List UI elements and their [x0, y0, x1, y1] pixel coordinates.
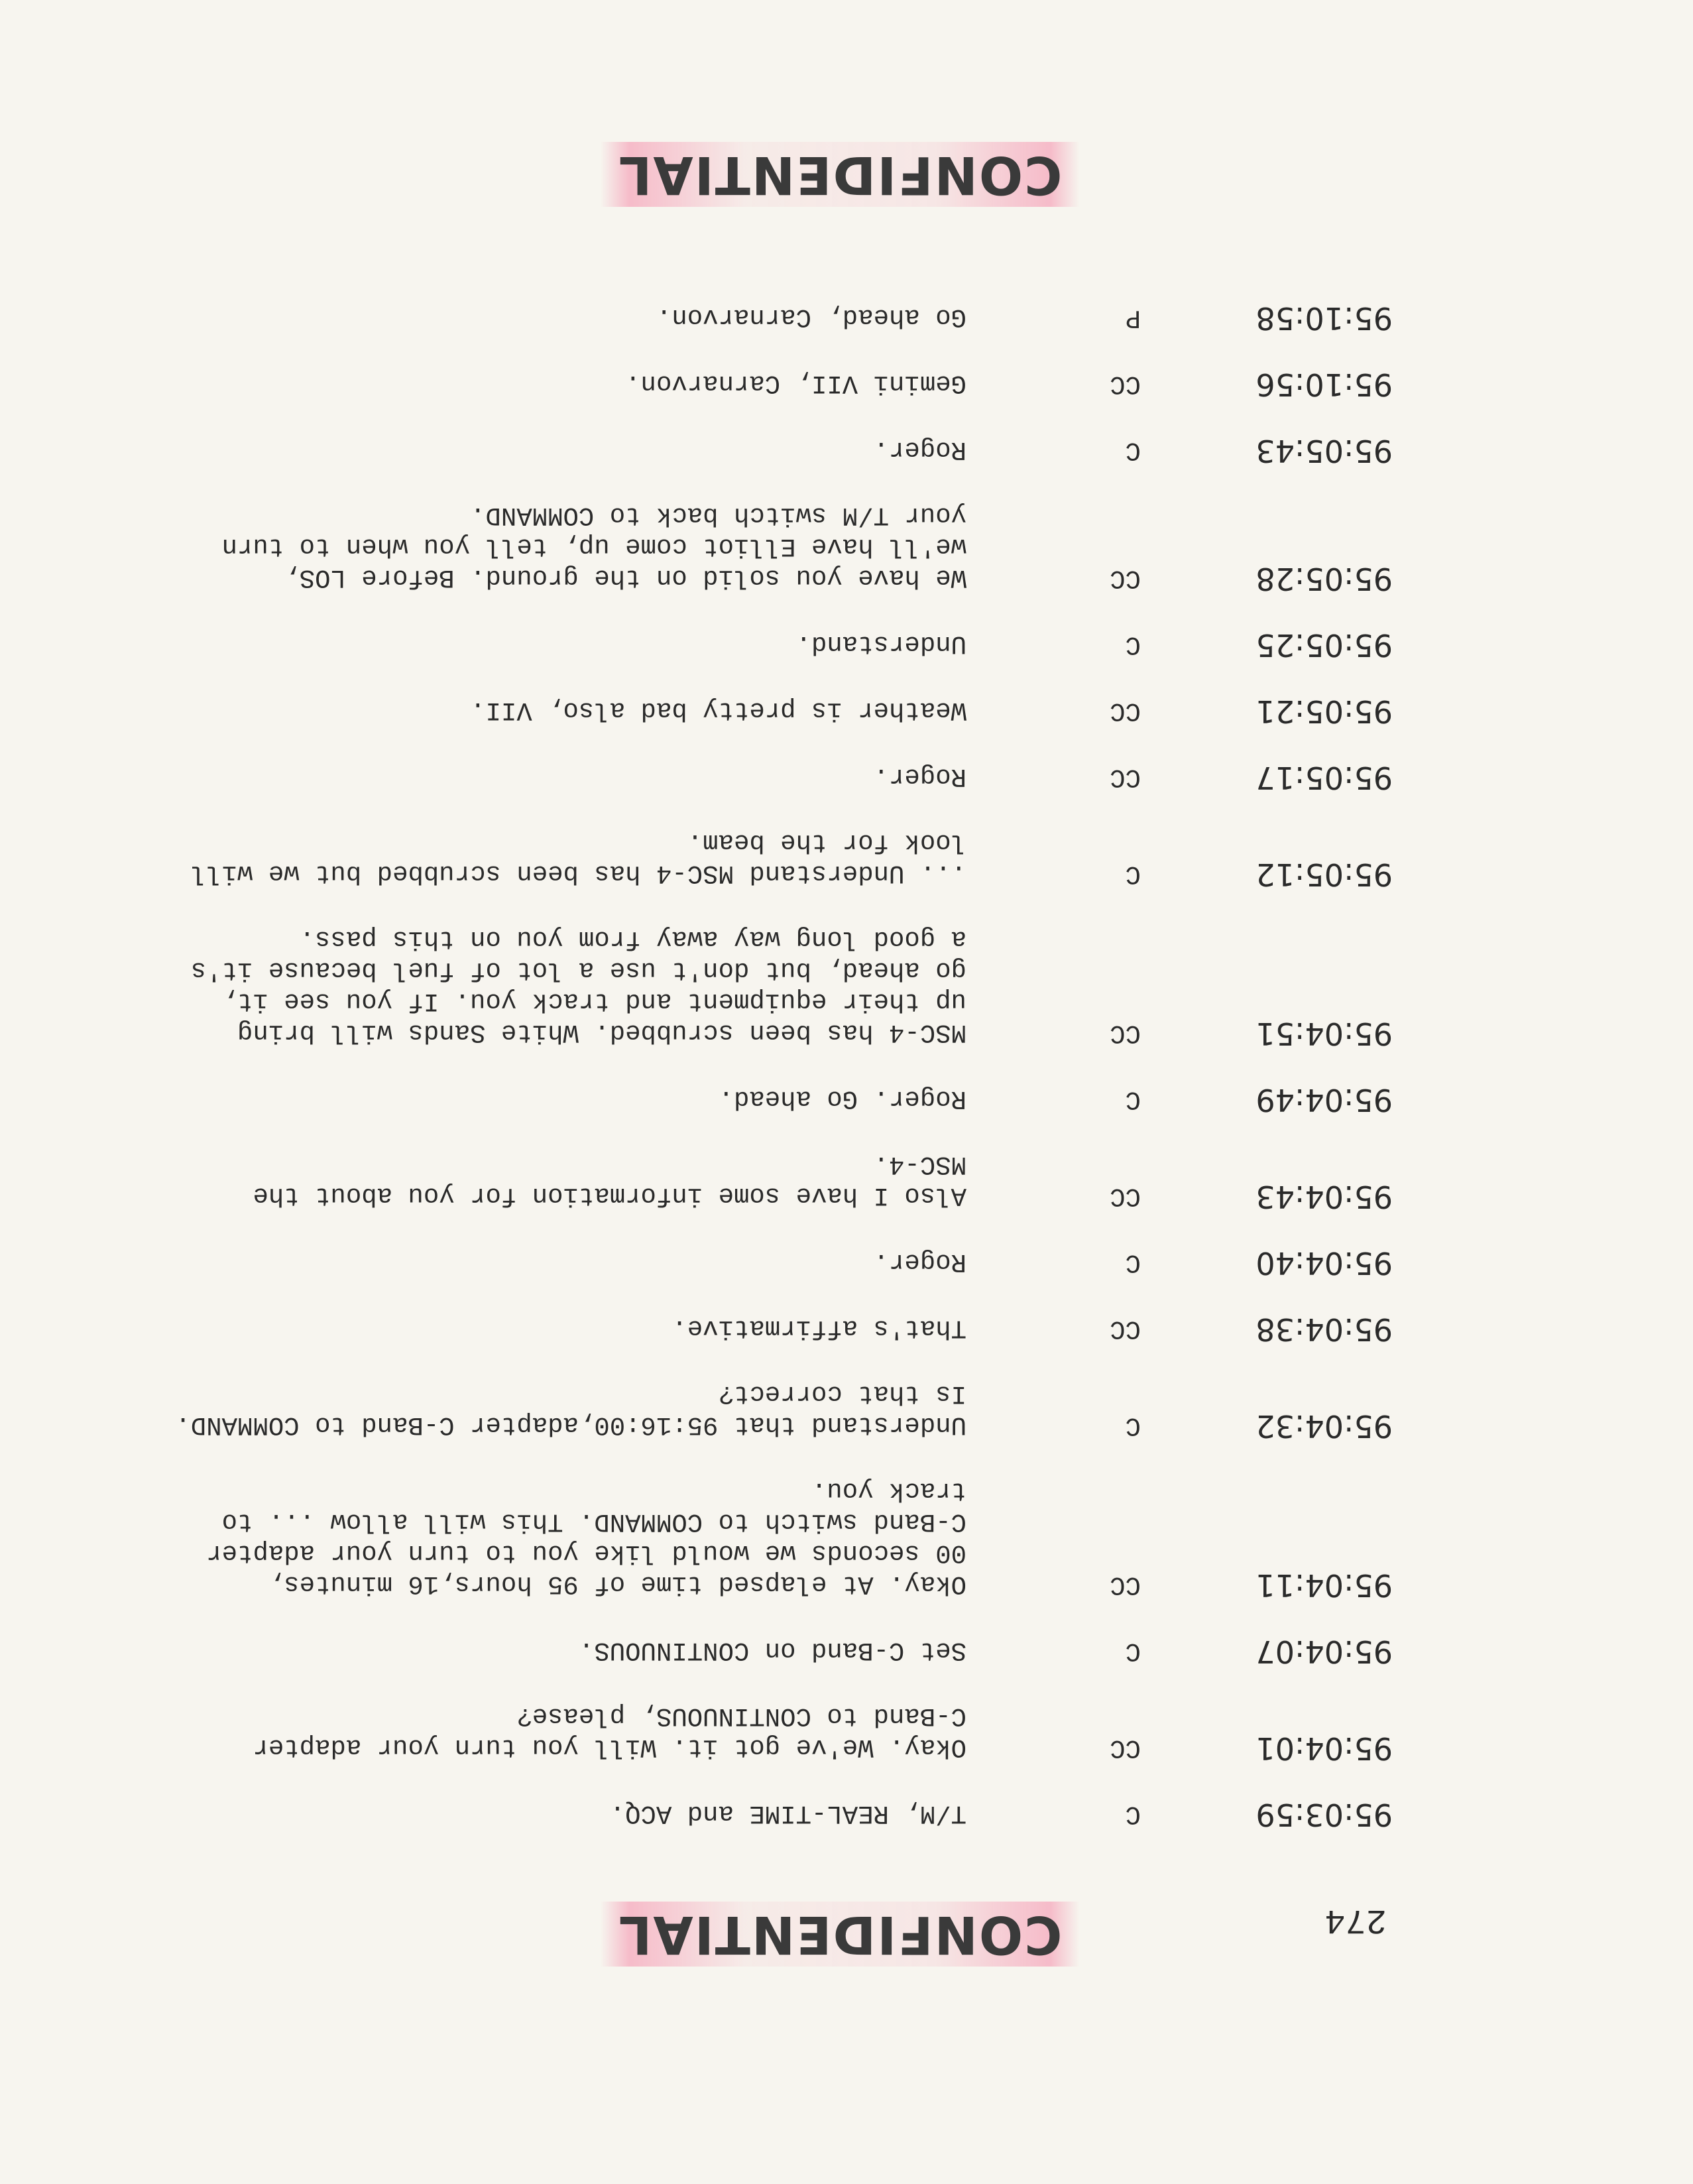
- entry-speaker: C: [1125, 1799, 1141, 1829]
- entry-speaker: C: [1125, 1248, 1141, 1277]
- entry-time: 95:04:32: [1255, 1408, 1393, 1444]
- entry-time: 95:04:11: [1255, 1567, 1393, 1603]
- entry-text: Understand.: [795, 629, 966, 658]
- transcript-entry: [133, 760, 1393, 796]
- transcript-entry: [133, 826, 1393, 892]
- entry-text: Okay. We've got it. Will you turn your adapter C-Band to CONTINUOUS, please?: [253, 1701, 966, 1762]
- confidential-stamp-bottom: [0, 142, 1693, 207]
- entry-time: 95:04:43: [1255, 1179, 1393, 1215]
- confidential-stamp-top: [0, 1902, 1693, 1967]
- entry-time: 95:04:01: [1255, 1730, 1393, 1766]
- transcript-entry: [133, 923, 1393, 1052]
- entry-speaker: C: [1125, 859, 1141, 888]
- transcript-entry: [133, 367, 1393, 402]
- entry-text: Okay. At elapsed time of 95 hours,16 minutes, 00 seconds we would like you to turn your adapter C-Band switch to COMMAND. This will allow ... to track you.: [206, 1476, 966, 1599]
- transcript-entry: [133, 1082, 1393, 1118]
- entry-speaker: C: [1125, 1411, 1141, 1440]
- transcript-entry: [133, 1245, 1393, 1281]
- entry-text: Gemini VII, Carnarvon.: [625, 369, 966, 398]
- entry-speaker: CC: [1110, 696, 1141, 725]
- entry-text: Roger. Go ahead.: [718, 1084, 966, 1113]
- transcript-entry: [133, 1475, 1393, 1603]
- stamp-text: CONFIDENTIAL: [601, 1902, 1080, 1967]
- entry-speaker: CC: [1110, 564, 1141, 593]
- entry-speaker: CC: [1110, 1018, 1141, 1048]
- entry-speaker: C: [1125, 1085, 1141, 1114]
- entry-text: That's affirmative.: [671, 1313, 966, 1343]
- entry-time: 95:04:07: [1255, 1634, 1393, 1669]
- entry-text: We have you solid on the ground. Before LOS, we'll have Elliot come up, tell you when to turn your T/M switch back to COMMAND.: [221, 501, 966, 592]
- entry-time: 95:05:17: [1255, 760, 1393, 796]
- entry-text: ... Understand MSC-4 has been scrubbed but we will look for the beam.: [190, 827, 966, 888]
- entry-time: 95:04:49: [1255, 1082, 1393, 1118]
- transcript-entry: [133, 1378, 1393, 1444]
- transcript-entry: [133, 1311, 1393, 1347]
- transcript-entry: [133, 1634, 1393, 1669]
- entry-speaker: P: [1125, 303, 1141, 332]
- entry-speaker: C: [1125, 1636, 1141, 1666]
- transcript-entry: [133, 499, 1393, 597]
- transcript-entry: [133, 1148, 1393, 1215]
- entry-text: MSC-4 has been scrubbed. White Sands will bring up their equipment and track you. If you see it, go ahead, but don't use a lot of fuel because it's a good long way away from you on this pass.: [190, 924, 966, 1047]
- entry-time: 95:04:40: [1255, 1245, 1393, 1281]
- entry-text: Roger.: [873, 1247, 966, 1276]
- entry-time: 95:05:12: [1255, 857, 1393, 892]
- entry-time: 95:05:43: [1255, 433, 1393, 469]
- entry-text: Weather is pretty bad also, VII.: [470, 696, 966, 725]
- entry-time: 95:04:51: [1255, 1016, 1393, 1052]
- entry-speaker: C: [1125, 630, 1141, 659]
- entry-speaker: CC: [1110, 369, 1141, 398]
- entry-text: Roger.: [873, 435, 966, 464]
- transcript-entry: [133, 694, 1393, 729]
- entry-text: Go ahead, Carnarvon.: [656, 302, 966, 332]
- page-number: 274: [1324, 1900, 1387, 1939]
- entry-speaker: CC: [1110, 762, 1141, 792]
- entry-time: 95:05:28: [1255, 561, 1393, 597]
- transcript-entry: [133, 627, 1393, 663]
- entry-text: Set C-Band on CONTINUOUS.: [578, 1636, 966, 1665]
- entry-speaker: CC: [1110, 1733, 1141, 1762]
- entry-text: Understand that 95:16:00,adapter C-Band to COMMAND. Is that correct?: [175, 1379, 966, 1439]
- transcript: [133, 270, 1393, 1833]
- entry-text: T/M, REAL-TIME and ACQ.: [609, 1799, 966, 1828]
- transcript-entry: [133, 1797, 1393, 1833]
- entry-speaker: C: [1125, 436, 1141, 465]
- transcript-entry: [133, 1700, 1393, 1766]
- transcript-entry: [133, 433, 1393, 469]
- entry-time: 95:10:58: [1255, 300, 1393, 336]
- entry-time: 95:10:56: [1255, 367, 1393, 402]
- entry-speaker: CC: [1110, 1182, 1141, 1211]
- entry-time: 95:05:25: [1255, 627, 1393, 663]
- entry-text: Also I have some information for you about the MSC-4.: [253, 1150, 966, 1210]
- entry-speaker: CC: [1110, 1314, 1141, 1343]
- entry-text: Roger.: [873, 762, 966, 791]
- entry-time: 95:04:38: [1255, 1311, 1393, 1347]
- transcript-entry: [133, 300, 1393, 336]
- entry-speaker: CC: [1110, 1570, 1141, 1599]
- entry-time: 95:05:21: [1255, 694, 1393, 729]
- entry-time: 95:03:59: [1255, 1797, 1393, 1833]
- stamp-text: CONFIDENTIAL: [601, 142, 1080, 207]
